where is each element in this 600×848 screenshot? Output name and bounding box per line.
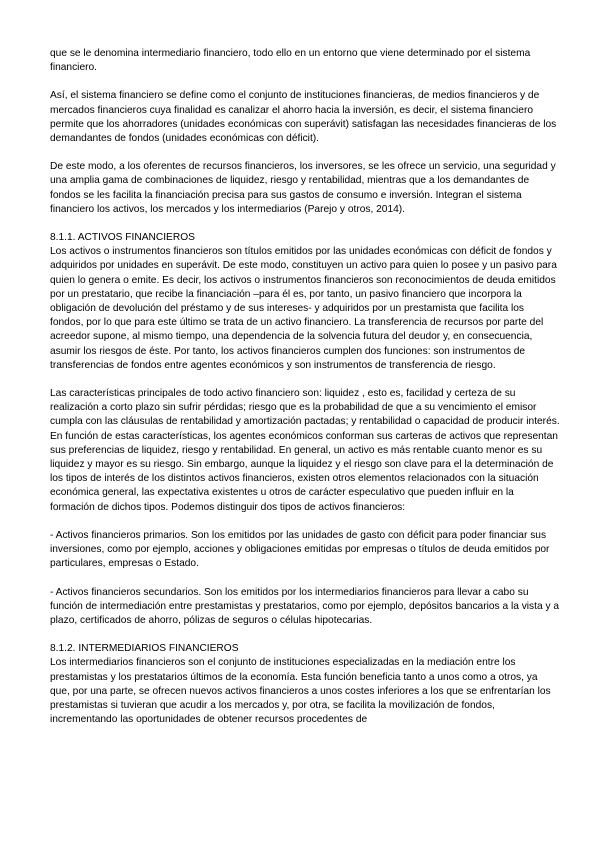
section-heading-intermediarios: 8.1.2. INTERMEDIARIOS FINANCIEROS xyxy=(50,643,239,655)
paragraph-caracteristicas: Las características principales de todo activo financiero son: liquidez , esto es, facilidad y certeza de su realización a corto plazo sin sufrir pérdidas; riesgo que es la probabilidad de que a su vencimiento el emisor cumpla con las cláusulas de rentabilidad y amortización pactadas; y rentabilidad o capacidad de producir interés. En función de estas características, los agentes económicos conforman sus carteras de activos que representan sus preferencias de liquidez, riesgo y rentabilidad. En general, un activo es más rentable cuanto menor es su liquidez y mayor es su riesgo. Sin embargo, aunque la liquidez y el riesgo son clave para el la determinación de los tipos de interés de los distintos activos financieros, existen otros elementos relacionados con la situación económica general, las expectativa existentes u otros de carácter especulativo que pueden influir en la formación de dichos tipos. Podemos distinguir dos tipos de activos financieros: xyxy=(50,388,560,513)
paragraph-sistema-financiero-intro: que se le denomina intermediario financiero, todo ello en un entorno que viene determinado por el sistema financiero. xyxy=(50,48,531,74)
paragraph-oferentes: De este modo, a los oferentes de recursos financieros, los inversores, se les ofrece un servicio, una seguridad y una amplia gama de combinaciones de liquidez, riesgo y rentabilidad, mientras que a los demandantes de fondos se les facilita la financiación precisa para sus gastos de consumo e inversión. Integran el sistema financiero los activos, los mercados y los intermediarios (Parejo y otros, 2014). xyxy=(50,161,556,215)
paragraph-activos-secundarios: - Activos financieros secundarios. Son los emitidos por los intermediarios financieros para llevar a cabo su función de intermediación entre prestamistas y prestatarios, como por ejemplo, depósitos bancarios a la vista y a plazo, certificados de ahorro, pólizas de seguros o células hipotecarias. xyxy=(50,586,560,626)
paragraph-intermediarios: Los intermediarios financieros son el conjunto de instituciones especializadas en la mediación entre los prestamistas y los prestatarios últimos de la economía. Esta función beneficia tanto a unos como a otros, ya que, por una parte, se ofrecen nuevos activos financieros a unos costes inferiores a los que se enfrentarían los prestamistas si tuvieran que acudir a los mercados y, por otra, se facilita la movilización de fondos, incrementando las oportunidades de obtener recursos procedentes de xyxy=(50,657,551,726)
section-heading-activos: 8.1.1. ACTIVOS FINANCIEROS xyxy=(50,232,195,244)
paragraph-definicion-sistema: Así, el sistema financiero se define como el conjunto de instituciones financieras, de medios financieros y de mercados financieros cuya finalidad es canalizar el ahorro hacia la inversión, es decir, el sistema financiero permite que los ahorradores (unidades económicas con superávit) satisfagan las necesidades financieras de los demandantes de fondos (unidades económicas con déficit). xyxy=(50,90,557,145)
paragraph-activos-primarios: - Activos financieros primarios. Son los emitidos por las unidades de gasto con déficit para poder financiar sus inversiones, como por ejemplo, acciones y obligaciones emitidas por empresas o títulos de deuda emitidos por particulares, empresas o Estado. xyxy=(50,529,550,570)
paragraph-activos-definicion: Los activos o instrumentos financieros son títulos emitidos por las unidades económicas con déficit de fondos y adquiridos por unidades en superávit. De este modo, constituyen un activo para quien lo posee y un pasivo para quien lo genera o emite. Es decir, los activos o instrumentos financieros son reconocimientos de deuda emitidos por un prestatario, que recibe la financiación –para él es, por tanto, un pasivo financiero que incorpora la obligación de devolución del préstamo y de sus intereses- y adquiridos por un prestamista que facilita los fondos, por lo que para este último se trata de un activo financiero. La transferencia de recursos por parte del acreedor supone, al mismo tiempo, una dependencia de la solvencia futura del deudor y, en consecuencia, asumir los riesgos de éste. Por tanto, los activos financieros cumplen dos funciones: son instrumentos de transferencias de fondos entre agentes económicos y son instrumentos de transferencia de riesgo. xyxy=(50,246,557,371)
